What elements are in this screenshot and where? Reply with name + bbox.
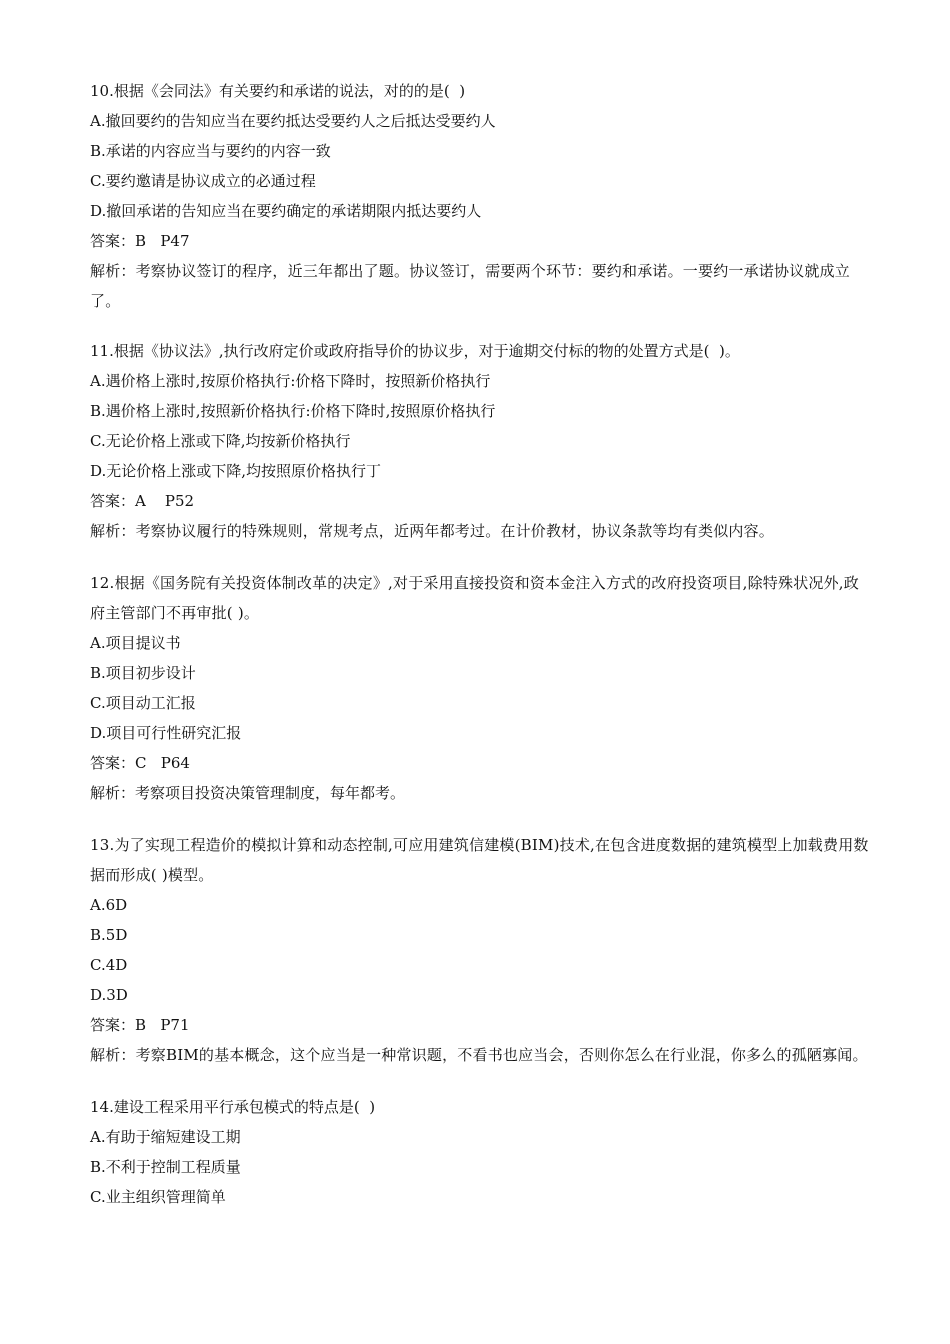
analysis-text: 解析：考察协议签订的程序，近三年都出了题。协议签订，需要两个环节：要约和承诺。一要约一承诺协议就成立了。 [90, 262, 851, 310]
option-d: D.无论价格上涨或下降,均按照原价格执行丁 [90, 462, 382, 480]
answer-line: 答案：C P64 [90, 754, 190, 772]
question-10 [90, 76, 870, 316]
option-c: C.无论价格上涨或下降,均按新价格执行 [90, 432, 351, 450]
question-11 [90, 336, 870, 546]
question-stem: 14.建设工程采用平行承包模式的特点是( ) [90, 1098, 376, 1116]
option-c: C.业主组织管理简单 [90, 1188, 226, 1206]
analysis-text: 解析：考察项目投资决策管理制度，每年都考。 [90, 784, 406, 802]
question-stem: 11.根据《协议法》,执行改府定价或政府指导价的协议步，对于逾期交付标的物的处置方式是( )。 [90, 342, 740, 360]
option-d: D.3D [90, 986, 128, 1004]
option-c: C.4D [90, 956, 128, 974]
option-b: B.项目初步设计 [90, 664, 196, 682]
option-c: C.要约邀请是协议成立的必通过程 [90, 172, 316, 190]
question-14 [90, 1092, 870, 1212]
option-d: D.撤回承诺的告知应当在要约确定的承诺期限内抵达要约人 [90, 202, 482, 220]
document-page [90, 76, 870, 1212]
option-b: B.不利于控制工程质量 [90, 1158, 241, 1176]
option-a: A.撤回要约的告知应当在要约抵达受要约人之后抵达受要约人 [90, 112, 496, 130]
question-stem: 13.为了实现工程造价的模拟计算和动态控制,可应用建筑信建模(BIM)技术,在包含进度数据的建筑模型上加载费用数据而形成( )模型。 [90, 836, 869, 884]
option-b: B.5D [90, 926, 128, 944]
analysis-text: 解析：考察BIM的基本概念，这个应当是一种常识题，不看书也应当会，否则你怎么在行业混，你多么的孤陋寡闻。 [90, 1046, 868, 1064]
option-a: A.6D [90, 896, 128, 914]
option-c: C.项目动工汇报 [90, 694, 196, 712]
answer-line: 答案：A P52 [90, 492, 195, 510]
question-stem: 10.根据《会同法》有关要约和承诺的说法，对的的是( ) [90, 82, 466, 100]
option-a: A.遇价格上涨时,按原价格执行:价格下降时，按照新价格执行 [90, 372, 491, 390]
option-a: A.有助于缩短建设工期 [90, 1128, 241, 1146]
option-b: B.遇价格上涨时,按照新价格执行:价格下降时,按照原价格执行 [90, 402, 496, 420]
answer-line: 答案：B P47 [90, 232, 190, 250]
analysis-text: 解析：考察协议履行的特殊规则，常规考点，近两年都考过。在计价教材，协议条款等均有类似内容。 [90, 522, 775, 540]
question-13 [90, 830, 870, 1070]
option-b: B.承诺的内容应当与要约的内容一致 [90, 142, 331, 160]
question-12 [90, 568, 870, 808]
option-a: A.项目提议书 [90, 634, 181, 652]
answer-line: 答案：B P71 [90, 1016, 190, 1034]
question-stem: 12.根据《国务院有关投资体制改革的决定》,对于采用直接投资和资本金注入方式的改府投资项目,除特殊状况外,政府主管部门不再审批( )。 [90, 574, 859, 622]
option-d: D.项目可行性研究汇报 [90, 724, 242, 742]
